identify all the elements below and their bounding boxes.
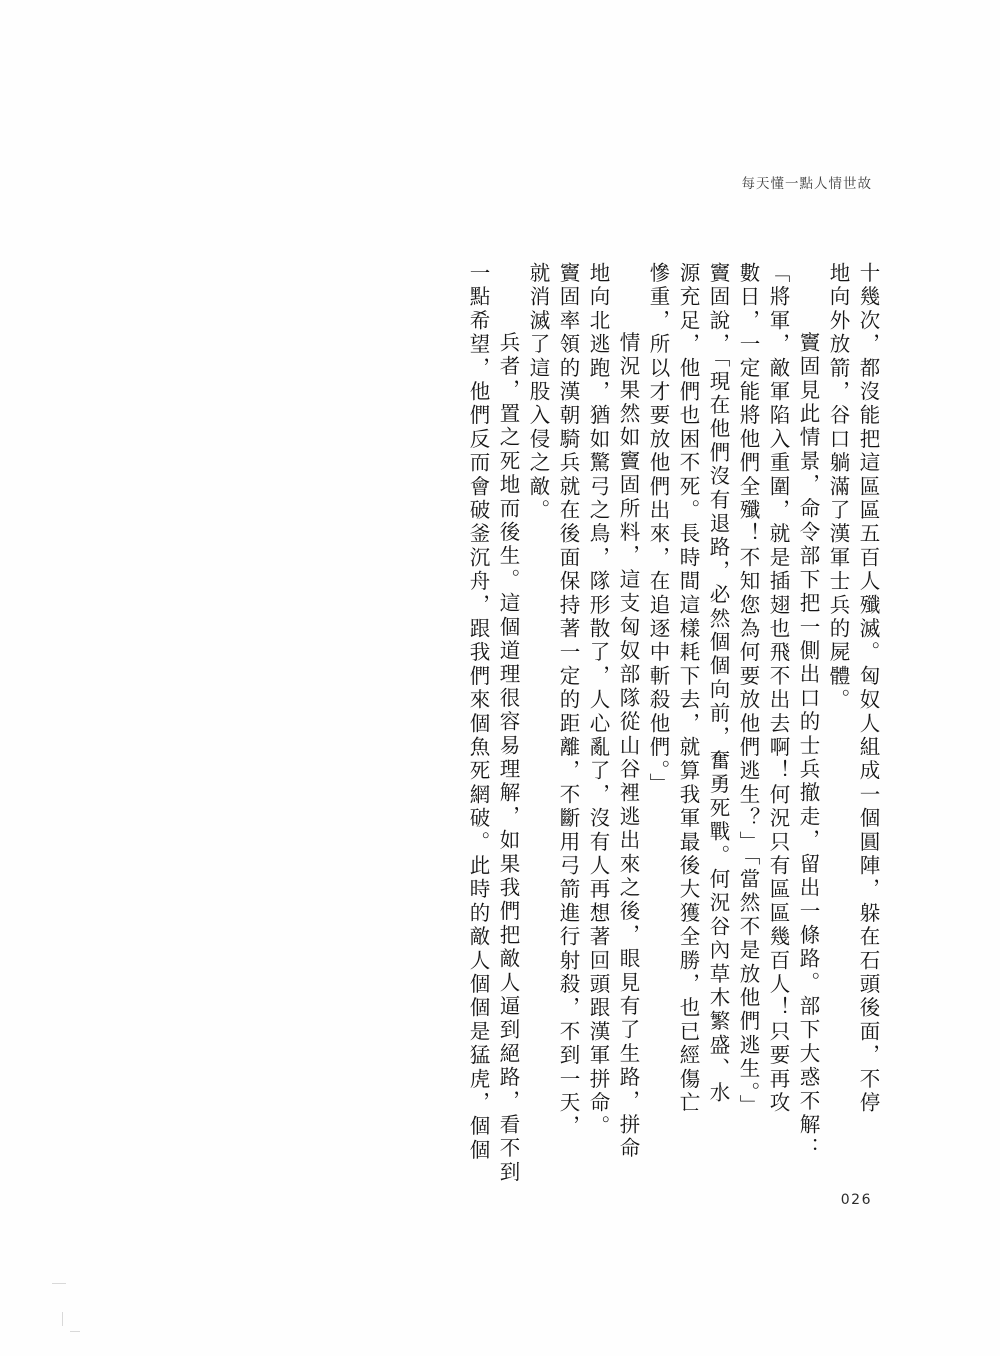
text-column: 地向北逃跑，猶如驚弓之鳥，隊形散了，人心亂了，沒有人再想著回頭跟漢軍拼命。 xyxy=(586,262,610,1139)
scan-artifact xyxy=(52,1283,66,1284)
text-column: 源充足，他們也困不死。長時間這樣耗下去，就算我軍最後大獲全勝，也已經傷亡 xyxy=(676,262,700,1116)
scan-artifact xyxy=(62,1312,63,1326)
text-column: 一點希望，他們反而會破釜沉舟，跟我們來個魚死網破。此時的敵人個個是猛虎，個個 xyxy=(466,262,490,1163)
text-column: 竇固說，「現在他們沒有退路，必然個個向前，奮勇死戰。何況谷內草木繁盛、水 xyxy=(706,262,730,1105)
page-number: 026 xyxy=(840,1192,872,1208)
text-column: 情況果然如竇固所料，這支匈奴部隊從山谷裡逃出來之後，眼見有了生路，拼命 xyxy=(616,284,640,1161)
vertical-text-body xyxy=(150,262,880,1185)
text-column: 竇固見此情景，命令部下把一側出口的士兵撤走，留出一條路。部下大惑不解： xyxy=(796,284,820,1161)
text-column: 地向外放箭，谷口躺滿了漢軍士兵的屍體。 xyxy=(826,262,850,713)
text-column: 竇固率領的漢朝騎兵就在後面保持著一定的距離，不斷用弓箭進行射殺，不到一天， xyxy=(556,262,580,1139)
text-column: 慘重，所以才要放他們出來，在追逐中斬殺他們。」 xyxy=(646,262,670,797)
text-column: 數日，一定能將他們全殲！不知您為何要放他們逃生？」「當然不是放他們逃生。」 xyxy=(736,262,760,1119)
text-column: 十幾次，都沒能把這區區五百人殲滅。匈奴人組成一個圓陣，躲在石頭後面，不停 xyxy=(856,262,880,1116)
text-column: 「將軍，敵軍陷入重圍，就是插翅也飛不出去啊！何況只有區區幾百人！只要再攻 xyxy=(766,262,790,1116)
text-column: 就消滅了這股入侵之敵。 xyxy=(526,262,550,523)
scan-artifact xyxy=(70,1331,80,1332)
text-column: 兵者，置之死地而後生。這個道理很容易理解，如果我們把敵人逼到絕路，看不到 xyxy=(496,284,520,1185)
running-header: 每天懂一點人情世故 xyxy=(741,176,872,192)
